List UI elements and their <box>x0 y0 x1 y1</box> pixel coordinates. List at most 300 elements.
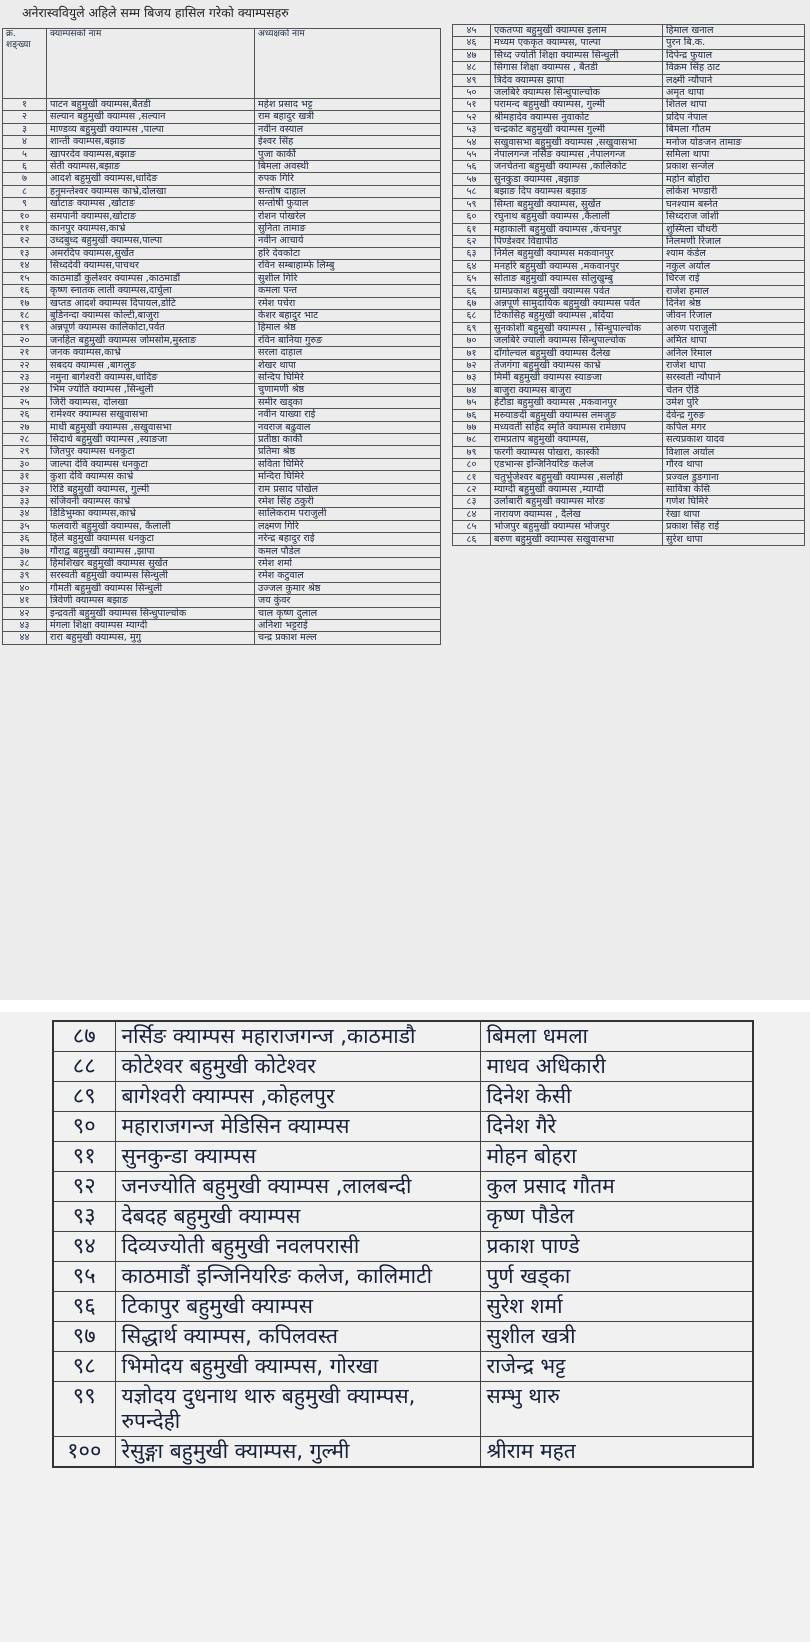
table-row <box>453 124 805 136</box>
president-name-cell: गौरव थापा <box>663 459 805 471</box>
president-name-cell: चुणामणी श्रेष्ठ <box>255 384 441 396</box>
serial-cell: ९९ <box>53 1382 115 1437</box>
table-row <box>3 421 441 433</box>
campus-name-cell: माधी बहुमुखी क्याम्पस ,सखुवासभा <box>47 421 255 433</box>
president-name-cell: रमेश शर्मा <box>255 558 441 570</box>
serial-cell: २९ <box>3 446 47 458</box>
table-row <box>53 1322 753 1352</box>
campus-name-cell: मध्यम एककृत क्याम्पस, पाल्पा <box>491 37 663 49</box>
table-row <box>453 384 805 396</box>
serial-cell: ४४ <box>3 632 47 644</box>
table-row <box>453 508 805 520</box>
president-name-cell: दिनेश श्रेष्ठ <box>663 297 805 309</box>
table-row <box>3 458 441 470</box>
president-name-cell: शितल थापा <box>663 99 805 111</box>
campus-name-cell: रेसुङ्गा बहुमुखी क्याम्पस, गुल्मी <box>115 1437 480 1468</box>
president-name-cell: नवीन आचार्य <box>255 235 441 247</box>
table-row <box>453 223 805 235</box>
table-row <box>3 210 441 222</box>
president-name-cell: श्याम कंडेल <box>663 248 805 260</box>
president-name-cell: उज्जल कुमार श्रेष्ठ <box>255 582 441 594</box>
table-row <box>3 384 441 396</box>
campus-name-cell: ग्रामप्रकाश बहुमुखी क्याम्पस पर्वत <box>491 285 663 297</box>
president-name-cell: राजेन्द्र भट्ट <box>480 1352 753 1382</box>
serial-cell: ५० <box>453 87 491 99</box>
serial-cell: ५६ <box>453 161 491 173</box>
president-name-cell: अनिल रिमाल <box>663 347 805 359</box>
table-row <box>53 1172 753 1202</box>
serial-cell: ८० <box>453 459 491 471</box>
president-name-cell: समीर खड्का <box>255 396 441 408</box>
serial-cell: ४१ <box>3 595 47 607</box>
table-row <box>3 198 441 210</box>
serial-cell: ६१ <box>453 223 491 235</box>
table-row <box>453 62 805 74</box>
campus-name-cell: अन्नपूर्ण क्याम्पस कालिकोटा,पर्वत <box>47 322 255 334</box>
campus-name-cell: इन्द्रवती बहुमुखी क्याम्पस सिन्धुपाल्चोक <box>47 607 255 619</box>
president-name-cell: सरस्वती न्यौपाने <box>663 372 805 384</box>
serial-cell: ७२ <box>453 359 491 371</box>
campus-name-cell: गौराद्व बहुमुखी क्याम्पस ,झापा <box>47 545 255 557</box>
serial-cell: ४५ <box>453 25 491 37</box>
table-row <box>453 409 805 421</box>
table-row <box>453 136 805 148</box>
table-row <box>3 173 441 185</box>
table-row <box>3 347 441 359</box>
serial-cell: ६९ <box>453 322 491 334</box>
president-name-cell: महेश प्रसाद भट्ट <box>255 99 441 111</box>
header-serial: क्र. शङ्ख्या <box>3 29 47 99</box>
campus-name-cell: समपानी क्याम्पस,खोटाङ <box>47 210 255 222</box>
campus-name-cell: एडभान्स इन्जिनियरिङ कलेज <box>491 459 663 471</box>
table-row <box>453 186 805 198</box>
serial-cell: ७४ <box>453 384 491 396</box>
campus-name-cell: नर्सिङ क्याम्पस महाराजगन्ज ,काठमाडौ <box>115 1021 480 1052</box>
serial-cell: ७५ <box>453 397 491 409</box>
campus-name-cell: टिकापुर बहुमुखी क्याम्पस <box>115 1292 480 1322</box>
president-name-cell: कृष्ण पौडेल <box>480 1202 753 1232</box>
table-row <box>453 446 805 458</box>
serial-cell: ४ <box>3 136 47 148</box>
serial-cell: २६ <box>3 409 47 421</box>
table-row <box>453 496 805 508</box>
table-row <box>453 248 805 260</box>
campus-name-cell: सोताङ बहुमुखी क्याम्पस सोलुखुम्बु <box>491 273 663 285</box>
president-name-cell: दिनेश केसी <box>480 1082 753 1112</box>
serial-cell: ६२ <box>453 235 491 247</box>
table-row <box>3 433 441 445</box>
table-row <box>3 247 441 259</box>
right-table-body <box>453 25 805 546</box>
serial-cell: ३३ <box>3 496 47 508</box>
table-row <box>53 1052 753 1082</box>
serial-cell: १८ <box>3 309 47 321</box>
president-name-cell: सुनिता तामाङ <box>255 223 441 235</box>
campus-name-cell: श्रीमहादेव क्याम्पस नुवाकोट <box>491 111 663 123</box>
table-row <box>3 620 441 632</box>
table-row <box>453 397 805 409</box>
campus-name-cell: बुडिनन्दा क्याम्पस कोल्टी,बाजुरा <box>47 309 255 321</box>
campus-name-cell: सिद्धार्थ क्याम्पस, कपिलवस्त <box>115 1322 480 1352</box>
table-row <box>53 1262 753 1292</box>
campus-name-cell: शान्ती क्याम्पस,बझाङ <box>47 136 255 148</box>
table-row <box>3 396 441 408</box>
serial-cell: ५३ <box>453 124 491 136</box>
president-name-cell: शुस्मिला चौधरी <box>663 223 805 235</box>
serial-cell: ५७ <box>453 173 491 185</box>
left-table-body <box>3 99 441 645</box>
table-row <box>53 1082 753 1112</box>
serial-cell: ४९ <box>453 74 491 86</box>
campus-table-bottom <box>52 1020 754 1468</box>
president-name-cell: सम्भु थारु <box>480 1382 753 1437</box>
president-name-cell: जीवन रिजाल <box>663 310 805 322</box>
serial-cell: ८ <box>3 185 47 197</box>
campus-name-cell: निर्मल बहुमुखी क्याम्पस मकवानपुर <box>491 248 663 260</box>
table-row <box>3 148 441 160</box>
serial-cell: ९७ <box>53 1322 115 1352</box>
table-row <box>453 484 805 496</box>
table-row <box>3 260 441 272</box>
president-name-cell: महोन बोहोरा <box>663 173 805 185</box>
serial-cell: ९५ <box>53 1262 115 1292</box>
table-row <box>53 1202 753 1232</box>
serial-cell: १५ <box>3 272 47 284</box>
serial-cell: ५८ <box>453 186 491 198</box>
table-row <box>3 161 441 173</box>
campus-name-cell: सिगास शिक्षा क्याम्पस , बैतडी <box>491 62 663 74</box>
serial-cell: १२ <box>3 235 47 247</box>
president-name-cell: सुरेश शर्मा <box>480 1292 753 1322</box>
table-row <box>3 483 441 495</box>
president-name-cell: मोहन बोहरा <box>480 1142 753 1172</box>
president-name-cell: नरेन्द्र बहादुर राई <box>255 533 441 545</box>
table-row <box>3 136 441 148</box>
serial-cell: १० <box>3 210 47 222</box>
serial-cell: ५५ <box>453 149 491 161</box>
serial-cell: १७ <box>3 297 47 309</box>
serial-cell: ६४ <box>453 260 491 272</box>
president-name-cell: नकुल अर्याल <box>663 260 805 272</box>
table-header-row <box>3 29 441 99</box>
president-name-cell: विशाल अर्याल <box>663 446 805 458</box>
table-row <box>3 446 441 458</box>
table-row <box>453 211 805 223</box>
president-name-cell: पुर्ण खड्का <box>480 1262 753 1292</box>
president-name-cell: हिमाल श्रेष्ठ <box>255 322 441 334</box>
president-name-cell: राम बहादुर खत्री <box>255 111 441 123</box>
campus-name-cell: फरगी क्याम्पस पोखरा, कास्की <box>491 446 663 458</box>
table-row <box>3 272 441 284</box>
president-name-cell: प्रतिमा श्रेष्ठ <box>255 446 441 458</box>
president-name-cell: ईश्वर सिंह <box>255 136 441 148</box>
table-row <box>453 37 805 49</box>
table-row <box>3 632 441 644</box>
campus-name-cell: जाल्पा देवि क्याम्पस धनकुटा <box>47 458 255 470</box>
table-row <box>3 322 441 334</box>
president-name-cell: लक्ष्मण गिरि <box>255 520 441 532</box>
serial-cell: १९ <box>3 322 47 334</box>
table-row <box>453 372 805 384</box>
serial-cell: ९८ <box>53 1352 115 1382</box>
campus-name-cell: पिण्डेश्वर विद्यापीठ <box>491 235 663 247</box>
campus-name-cell: कानपुर क्याम्पस,काभ्रे <box>47 223 255 235</box>
campus-name-cell: जितपुर क्याम्पस धनकुटा <box>47 446 255 458</box>
campus-name-cell: कोटेश्वर बहुमुखी कोटेश्वर <box>115 1052 480 1082</box>
table-row <box>3 545 441 557</box>
president-name-cell: प्रदिप नेपाल <box>663 111 805 123</box>
president-name-cell: कमला पन्त <box>255 285 441 297</box>
serial-cell: ८४ <box>453 508 491 520</box>
campus-name-cell: अमरदिप क्याम्पस,सुर्खेत <box>47 247 255 259</box>
campus-name-cell: नेपालगन्ज नर्सिङ क्याम्पस ,नेपालगन्ज <box>491 149 663 161</box>
campus-name-cell: जनचेतना बहुमुखी क्याम्पस ,कालिकोट <box>491 161 663 173</box>
campus-name-cell: म्याग्दी बहुमुखी क्याम्पस ,म्याग्दी <box>491 484 663 496</box>
table-row <box>3 297 441 309</box>
serial-cell: ९२ <box>53 1172 115 1202</box>
table-row <box>453 347 805 359</box>
table-row <box>453 434 805 446</box>
table-row <box>453 359 805 371</box>
campus-name-cell: सिम्ता बहुमुखी क्याम्पस, सुर्खेत <box>491 198 663 210</box>
president-name-cell: नवीन याख्या राई <box>255 409 441 421</box>
campus-name-cell: बाजुरा क्याम्पस बाजुरा <box>491 384 663 396</box>
serial-cell: ५४ <box>453 136 491 148</box>
header-president-name: अध्यक्षको नाम <box>255 29 441 99</box>
serial-cell: ६८ <box>453 310 491 322</box>
serial-cell: २ <box>3 111 47 123</box>
table-row <box>53 1142 753 1172</box>
serial-cell: २८ <box>3 433 47 445</box>
table-row <box>3 595 441 607</box>
president-name-cell: दिपेन्द्र फुयाल <box>663 49 805 61</box>
president-name-cell: देवेन्द्र गुरुङ <box>663 409 805 421</box>
president-name-cell: रमेश सिंह ठकुरी <box>255 496 441 508</box>
president-name-cell: प्रतीष्ठा कार्की <box>255 433 441 445</box>
table-row <box>53 1112 753 1142</box>
serial-cell: ८२ <box>453 484 491 496</box>
campus-name-cell: आदर्श बहुमुखी क्याम्पस,धादिङ <box>47 173 255 185</box>
table-row <box>453 235 805 247</box>
president-name-cell: रोशन पोखरेल <box>255 210 441 222</box>
table-row <box>453 521 805 533</box>
campus-name-cell: डिडिभुम्का क्याम्पस,काभ्रे <box>47 508 255 520</box>
president-name-cell: सन्दिप घिमिरे <box>255 371 441 383</box>
campus-name-cell: उर्लाबारी बहुमुखी क्याम्पस मोरङ <box>491 496 663 508</box>
table-row <box>453 322 805 334</box>
president-name-cell: गणेश घिमिरे <box>663 496 805 508</box>
campus-name-cell: रघुनाथ बहुमुखी क्याम्पस ,कैलाली <box>491 211 663 223</box>
campus-name-cell: त्रिवेणी क्याम्पस बझाङ <box>47 595 255 607</box>
campus-name-cell: बरुण बहुमुखी क्याम्पस सखुवासभा <box>491 533 663 545</box>
table-row <box>3 582 441 594</box>
campus-name-cell: कुशा देवि क्याम्पस काभ्रे <box>47 471 255 483</box>
serial-cell: ८६ <box>453 533 491 545</box>
campus-name-cell: फलवारी बहुमुखी क्याम्पस, कैलाली <box>47 520 255 532</box>
president-name-cell: दिनेश गैरे <box>480 1112 753 1142</box>
serial-cell: ३६ <box>3 533 47 545</box>
campus-name-cell: जनज्योति बहुमुखी क्याम्पस ,लालबन्दी <box>115 1172 480 1202</box>
campus-name-cell: उध्दबुध्द बहुमुखी क्याम्पस,पाल्पा <box>47 235 255 247</box>
serial-cell: ३ <box>3 123 47 135</box>
table-row <box>3 309 441 321</box>
president-name-cell: प्रकाश सिंह राई <box>663 521 805 533</box>
president-name-cell: घनश्याम बस्नेत <box>663 198 805 210</box>
serial-cell: ८८ <box>53 1052 115 1082</box>
serial-cell: ७६ <box>453 409 491 421</box>
table-row <box>3 334 441 346</box>
table-row <box>453 49 805 61</box>
campus-name-cell: सखुवासभा बहुमुखी क्याम्पस ,सखुवासभा <box>491 136 663 148</box>
serial-cell: ६६ <box>453 285 491 297</box>
campus-name-cell: रामेश्वर क्याम्पस सखुवासभा <box>47 409 255 421</box>
table-row <box>3 371 441 383</box>
president-name-cell: राजेश हमाल <box>663 285 805 297</box>
serial-cell: ८३ <box>453 496 491 508</box>
president-name-cell: मनोज योङजन तामाङ <box>663 136 805 148</box>
campus-name-cell: हिमशिखर बहुमुखी क्याम्पस सुर्खेत <box>47 558 255 570</box>
document-title: अनेरास्ववियुले अहिले सम्म बिजय हासिल गरेको क्याम्पसहरु <box>22 5 289 20</box>
serial-cell: ३७ <box>3 545 47 557</box>
campus-name-cell: बझाङ दिप क्याम्पस बझाङ <box>491 186 663 198</box>
president-name-cell: रमेश कटुवाल <box>255 570 441 582</box>
table-row <box>53 1352 753 1382</box>
campus-name-cell: सबदय क्याम्पस ,बागलुङ <box>47 359 255 371</box>
serial-cell: ८७ <box>53 1021 115 1052</box>
campus-name-cell: नारायण क्याम्पस , दैलेख <box>491 508 663 520</box>
campus-name-cell: खप्तड आदर्श क्याम्पस दिपायल,डोटि <box>47 297 255 309</box>
table-row <box>453 74 805 86</box>
president-name-cell: चन्द्र प्रकाश मल्ल <box>255 632 441 644</box>
serial-cell: ४८ <box>453 62 491 74</box>
president-name-cell: हिमाल खनाल <box>663 25 805 37</box>
serial-cell: ४७ <box>453 49 491 61</box>
campus-name-cell: त्रिदेव क्याम्पस झापा <box>491 74 663 86</box>
table-row <box>453 99 805 111</box>
table-row <box>453 161 805 173</box>
table-row <box>453 87 805 99</box>
table-row <box>453 335 805 347</box>
campus-name-cell: सुनकुन्डा क्याम्पस <box>115 1142 480 1172</box>
president-name-cell: सरला दाहाल <box>255 347 441 359</box>
serial-cell: २१ <box>3 347 47 359</box>
serial-cell: ३१ <box>3 471 47 483</box>
campus-name-cell: कृष्ण स्नातक लाती क्याम्पस,दार्चुला <box>47 285 255 297</box>
table-row <box>3 520 441 532</box>
table-row <box>3 235 441 247</box>
campus-name-cell: अन्नपूर्ण सामुदायिक बहुमुखी क्याम्पस पर्वत <box>491 297 663 309</box>
table-row <box>3 99 441 111</box>
campus-name-cell: दिव्यज्योती बहुमुखी नवलपरासी <box>115 1232 480 1262</box>
table-row <box>3 123 441 135</box>
table-row <box>3 359 441 371</box>
president-name-cell: कमल पौडेल <box>255 545 441 557</box>
serial-cell: १४ <box>3 260 47 272</box>
president-name-cell: रुपक गिरि <box>255 173 441 185</box>
serial-cell: ३५ <box>3 520 47 532</box>
president-name-cell: अनिशा भट्टराई <box>255 620 441 632</box>
table-row <box>453 471 805 483</box>
serial-cell: ६७ <box>453 297 491 309</box>
serial-cell: १०० <box>53 1437 115 1468</box>
serial-cell: ३० <box>3 458 47 470</box>
president-name-cell: प्रकाश सन्जेल <box>663 161 805 173</box>
campus-name-cell: जलबिरे क्याम्पस सिन्धुपाल्चोक <box>491 87 663 99</box>
serial-cell: ५ <box>3 148 47 160</box>
president-name-cell: बिमला गौतम <box>663 124 805 136</box>
campus-name-cell: जलबिरे ज्याली क्याम्पस सिन्धुपाल्चोक <box>491 335 663 347</box>
serial-cell: ४३ <box>3 620 47 632</box>
president-name-cell: रेखा थापा <box>663 508 805 520</box>
serial-cell: ७९ <box>453 446 491 458</box>
president-name-cell: जय कुंवर <box>255 595 441 607</box>
campus-name-cell: भिम ज्योति क्याम्पस ,सिन्धुली <box>47 384 255 396</box>
serial-cell: ५९ <box>453 198 491 210</box>
table-row <box>3 409 441 421</box>
president-name-cell: सुशील खत्री <box>480 1322 753 1352</box>
campus-name-cell: बागेश्वरी क्याम्पस ,कोहलपुर <box>115 1082 480 1112</box>
president-name-cell: चाल कृष्ण दुलाल <box>255 607 441 619</box>
president-name-cell: पुरन बि.क. <box>663 37 805 49</box>
president-name-cell: विक्रम सिंह ठाट <box>663 62 805 74</box>
campus-name-cell: सल्यान बहुमुखी क्याम्पस ,सल्यान <box>47 111 255 123</box>
president-name-cell: निलमणी रिजाल <box>663 235 805 247</box>
serial-cell: ४२ <box>3 607 47 619</box>
campus-name-cell: भिमोदय बहुमुखी क्याम्पस, गोरखा <box>115 1352 480 1382</box>
president-name-cell: रविन सम्बाहाम्फे लिम्बु <box>255 260 441 272</box>
campus-name-cell: खापरदेव क्याम्पस,बझाङ <box>47 148 255 160</box>
table-row <box>53 1232 753 1262</box>
campus-name-cell: मध्यवर्ती सहिद स्मृति क्याम्पस रामेछाप <box>491 422 663 434</box>
serial-cell: १६ <box>3 285 47 297</box>
table-row <box>53 1382 753 1437</box>
serial-cell: २४ <box>3 384 47 396</box>
serial-cell: ९१ <box>53 1142 115 1172</box>
table-row <box>453 198 805 210</box>
president-name-cell: चेतन ऐडि <box>663 384 805 396</box>
table-row <box>3 607 441 619</box>
serial-cell: ६३ <box>453 248 491 260</box>
president-name-cell: धिरज राई <box>663 273 805 285</box>
president-name-cell: अमृत थापा <box>663 87 805 99</box>
campus-name-cell: महाराजगन्ज मेडिसिन क्याम्पस <box>115 1112 480 1142</box>
serial-cell: २७ <box>3 421 47 433</box>
serial-cell: २२ <box>3 359 47 371</box>
president-name-cell: सत्यप्रकाश यादव <box>663 434 805 446</box>
table-row <box>453 459 805 471</box>
serial-cell: १३ <box>3 247 47 259</box>
campus-name-cell: देबदह बहुमुखी क्याम्पस <box>115 1202 480 1232</box>
campus-name-cell: संजिवनी क्याम्पस काभ्रे <box>47 496 255 508</box>
campus-name-cell: सुनकोशी बहुमुखी क्याम्पस , सिन्धुपाल्चोक <box>491 322 663 334</box>
president-name-cell: सविता घिमिरे <box>255 458 441 470</box>
serial-cell: ७८ <box>453 434 491 446</box>
campus-name-cell: नमुना बागेश्वरी क्याम्पस,धादिङ <box>47 371 255 383</box>
president-name-cell: रविन बानिया गुरुङ <box>255 334 441 346</box>
campus-name-cell: परामन्द बहुमुखी क्याम्पस, गुल्मी <box>491 99 663 111</box>
table-row <box>3 223 441 235</box>
campus-name-cell: पाटन बहुमुखी क्याम्पस,बैतडी <box>47 99 255 111</box>
table-row <box>453 111 805 123</box>
serial-cell: ७३ <box>453 372 491 384</box>
serial-cell: ७० <box>453 335 491 347</box>
president-name-cell: नवीन वस्याल <box>255 123 441 135</box>
campus-name-cell: जनक क्याम्पस,काभ्रे <box>47 347 255 359</box>
table-row <box>453 297 805 309</box>
president-name-cell: लोकेश भण्डारी <box>663 186 805 198</box>
serial-cell: ३२ <box>3 483 47 495</box>
campus-table-left <box>2 28 441 645</box>
